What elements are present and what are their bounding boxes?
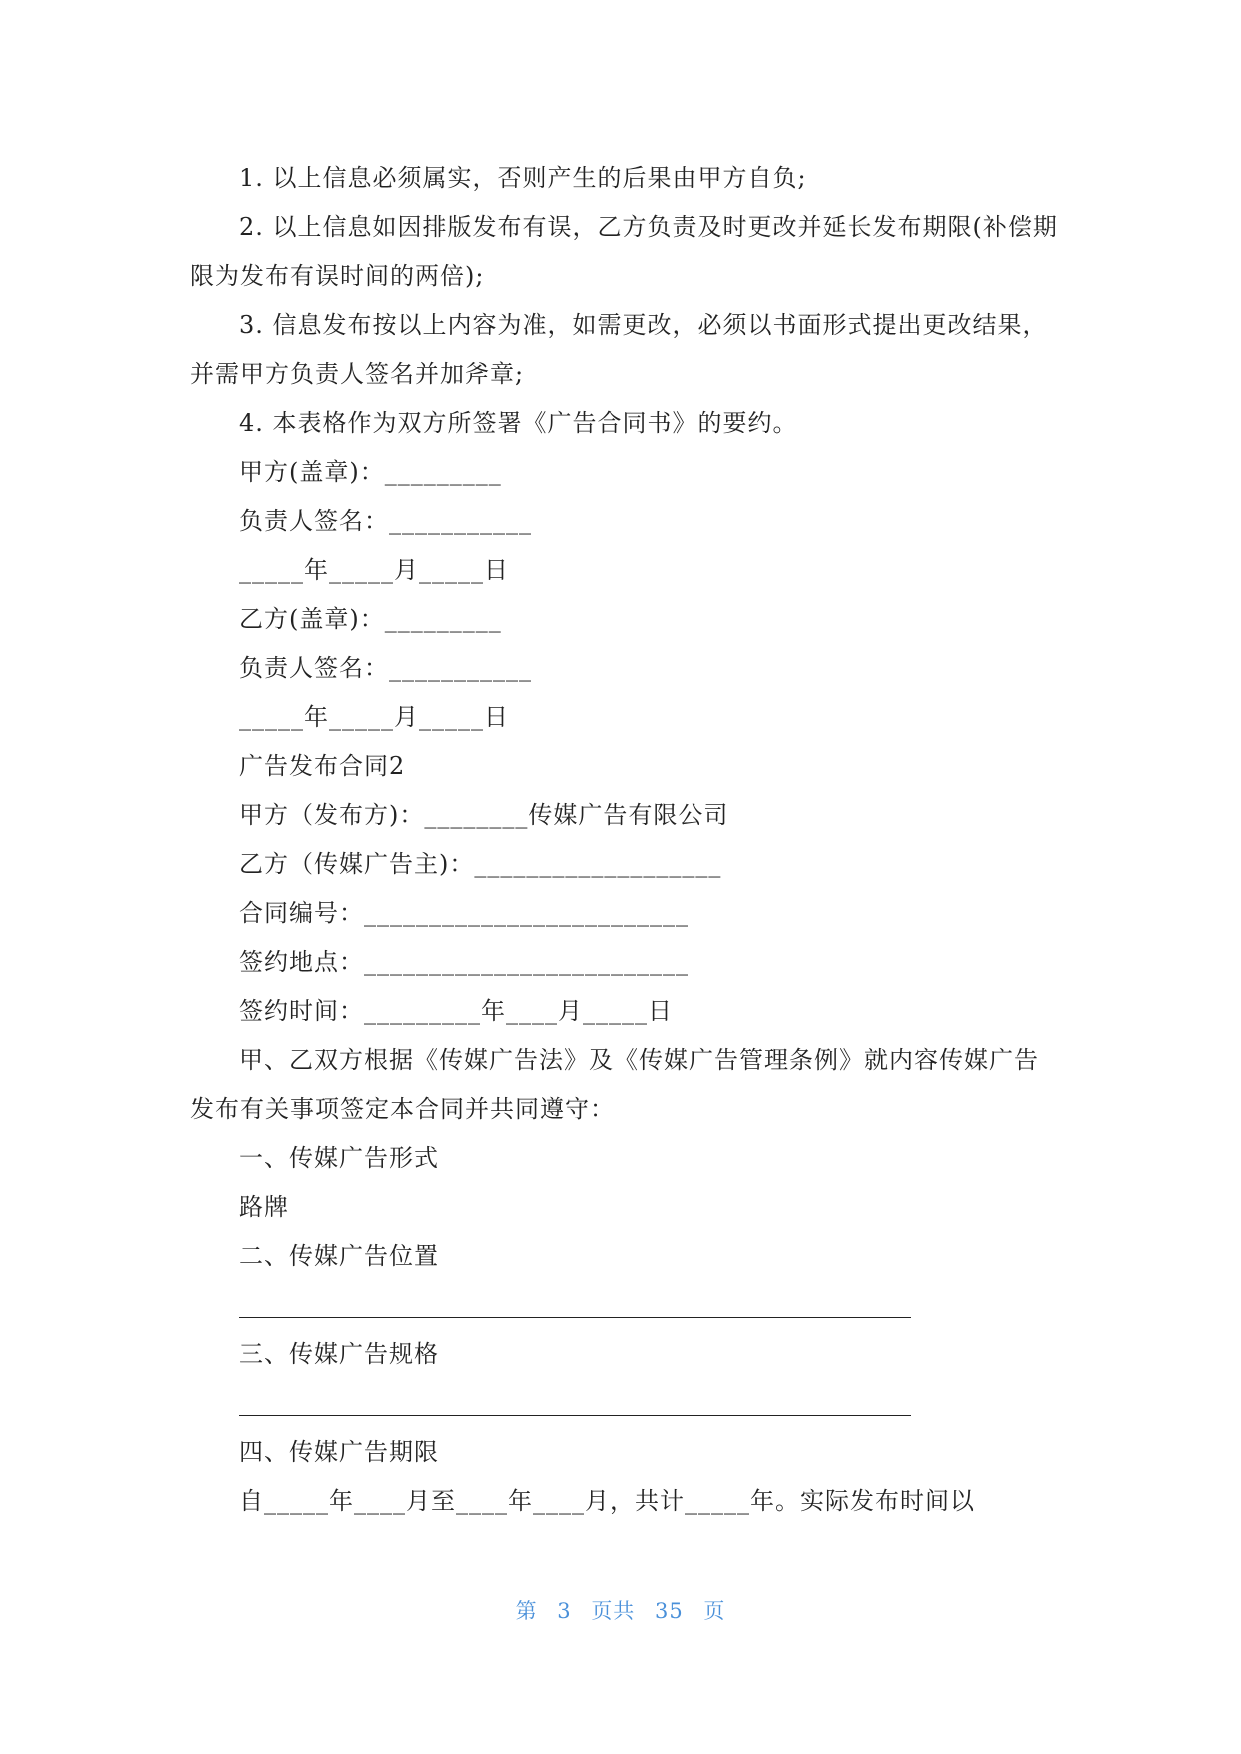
section-3-title: 三、传媒广告规格	[239, 1340, 439, 1368]
clause-1: 1. 以上信息必须属实，否则产生的后果由甲方自负;	[239, 164, 807, 192]
intro-line-1: 甲、乙双方根据《传媒广告法》及《传媒广告管理条例》就内容传媒广告	[239, 1046, 1039, 1074]
section-1-title: 一、传媒广告形式	[239, 1144, 439, 1172]
footer-di: 第	[515, 1599, 538, 1623]
contract-2-party-a: 甲方（发布方)：________传媒广告有限公司	[239, 801, 729, 829]
signing-place: 签约地点：_________________________	[239, 948, 689, 976]
section-1-value: 路牌	[239, 1193, 289, 1221]
footer-ye: 页	[703, 1599, 726, 1623]
party-a-seal: 甲方(盖章)：_________	[239, 458, 502, 486]
section-4-text: 自_____年____月至____年____月，共计_____年。实际发布时间以	[239, 1487, 975, 1515]
clause-2-line-2: 限为发布有误时间的两倍);	[190, 262, 485, 290]
document-body	[190, 154, 1058, 1526]
party-a-date: _____年_____月_____日	[239, 556, 509, 584]
section-2-blank-line	[239, 1317, 911, 1318]
intro-line-2: 发布有关事项签定本合同并共同遵守：	[190, 1095, 615, 1123]
section-2-blank-row	[190, 1281, 1050, 1330]
clause-3-line-2: 并需甲方负责人签名并加斧章;	[190, 360, 525, 388]
contract-number: 合同编号：_________________________	[239, 899, 689, 927]
footer-current-page: 3	[557, 1599, 572, 1623]
section-4-title: 四、传媒广告期限	[239, 1438, 439, 1466]
clause-3-line-1: 3. 信息发布按以上内容为准，如需更改，必须以书面形式提出更改结果，	[239, 311, 1048, 339]
section-3-blank-line	[239, 1415, 911, 1416]
footer-ye-gong: 页共	[591, 1599, 636, 1623]
clause-4: 4. 本表格作为双方所签署《广告合同书》的要约。	[239, 409, 798, 437]
footer-total-pages: 35	[655, 1599, 684, 1623]
section-3-blank-row	[190, 1379, 1050, 1428]
clause-2-line-1: 2. 以上信息如因排版发布有误，乙方负责及时更改并延长发布期限(补偿期	[239, 213, 1058, 241]
party-b-signature: 负责人签名：___________	[239, 654, 532, 682]
page-footer	[0, 1595, 1241, 1625]
party-b-date: _____年_____月_____日	[239, 703, 509, 731]
party-b-seal: 乙方(盖章)：_________	[239, 605, 502, 633]
signing-time: 签约时间：_________年____月_____日	[239, 997, 673, 1025]
party-a-signature: 负责人签名：___________	[239, 507, 532, 535]
section-2-title: 二、传媒广告位置	[239, 1242, 439, 1270]
contract-2-title: 广告发布合同2	[239, 752, 406, 780]
contract-2-party-b: 乙方（传媒广告主)：___________________	[239, 850, 722, 878]
